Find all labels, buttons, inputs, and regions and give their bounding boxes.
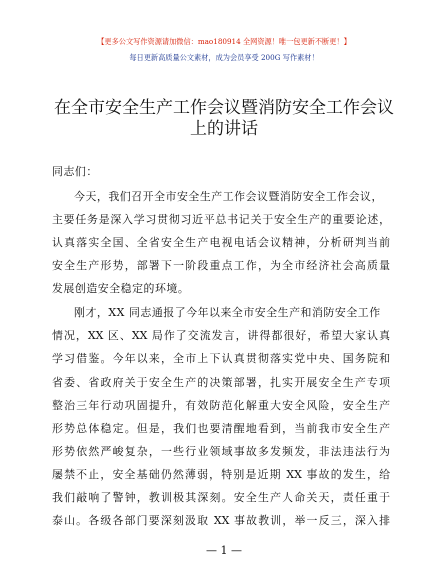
paragraph-line: 省委、省政府关于安全生产的决策部署，扎实开展安全生产专项 [52, 376, 390, 389]
paragraph-line: 形势总体稳定。但是，我们也要清醒地看到，当前我市安全生产 [52, 422, 390, 435]
paragraph-line: 屡禁不止，安全基础仍然薄弱，特别是近期 XX 事故的发生，给 [52, 468, 390, 481]
paragraph-line: 主要任务是深入学习贯彻习近平总书记关于安全生产的重要论述， [52, 213, 390, 226]
paragraph-line: 认真落实全国、全省安全生产电视电话会议精神，分析研判当前 [52, 236, 390, 249]
document-title-line-1: 在全市安全生产工作会议暨消防安全工作会议 [54, 98, 394, 118]
greeting: 同志们： [52, 165, 98, 178]
paragraph-line: 学习借鉴。今年以来，全市上下认真贯彻落实党中央、国务院和 [52, 352, 390, 365]
page-number: — 1 — [206, 544, 242, 557]
paragraph-line: 刚才，XX 同志通报了今年以来全市安全生产和消防安全工作 [74, 306, 381, 319]
paragraph-line: 形势依然严峻复杂，一些行业领域事故多发频发，非法违法行为 [52, 445, 390, 458]
paragraph-line: 今天，我们召开全市安全生产工作会议暨消防安全工作会议， [74, 190, 383, 203]
promo-banner-line-2: 每日更新高质量公文素材，成为会员享受 200G 写作素材！ [129, 53, 319, 62]
paragraph-line: 发展创造安全稳定的环境。 [52, 282, 190, 295]
promo-banner-line-1: 【更多公文写作资源请加微信：mao180914 全网资源！唯一包更新不断更！】 [97, 37, 351, 46]
paragraph-line: 我们敲响了警钟，教训极其深刻。安全生产人命关天，责任重于 [52, 491, 390, 504]
paragraph-line: 泰山。各级各部门要深刻汲取 XX 事故教训，举一反三，深入排 [52, 514, 390, 527]
paragraph-line: 整治三年行动巩固提升，有效防范化解重大安全风险，安全生产 [52, 399, 390, 412]
paragraph-line: 安全生产形势，部署下一阶段重点工作，为全市经济社会高质量 [52, 259, 390, 272]
document-title-line-2: 上的讲话 [190, 119, 258, 139]
paragraph-line: 情况，XX 区、XX 局作了交流发言，讲得都很好，希望大家认真 [52, 329, 390, 342]
